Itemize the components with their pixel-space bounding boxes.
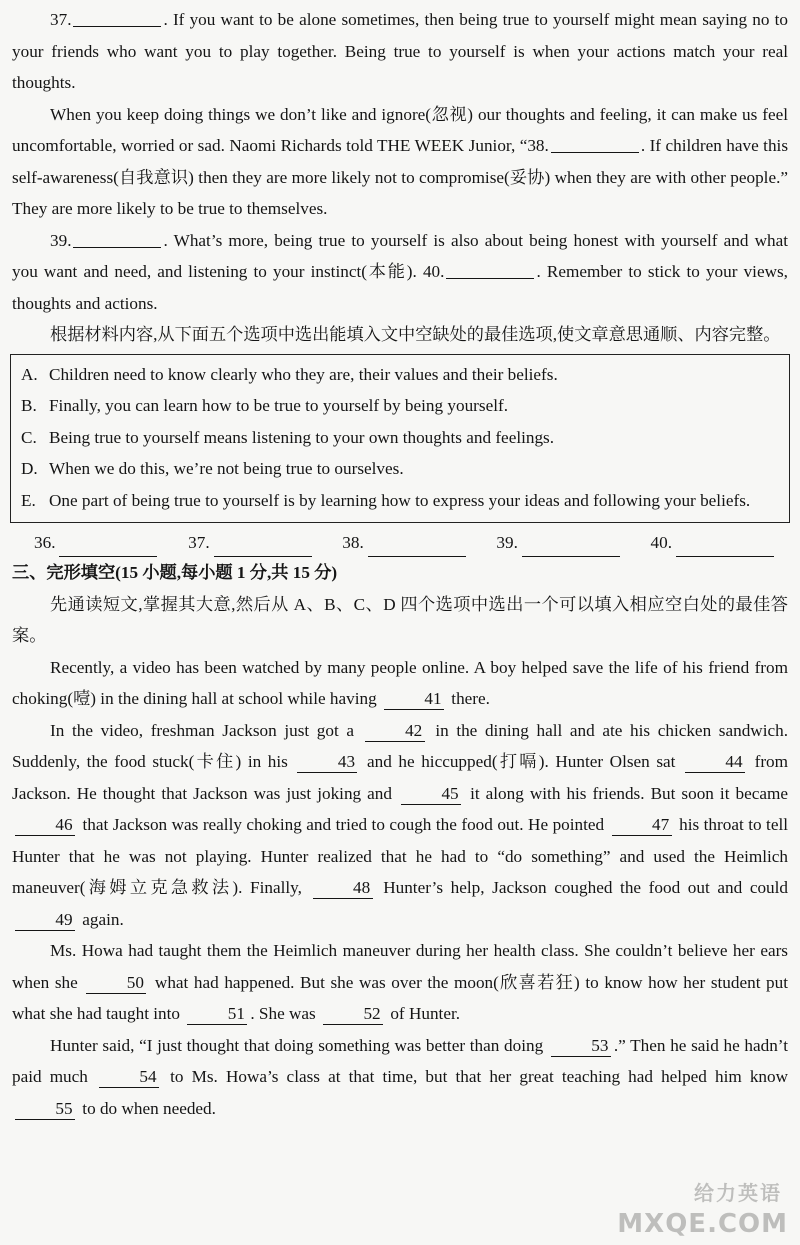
answer-row bbox=[12, 523, 788, 557]
paragraph-text: again. bbox=[82, 909, 124, 929]
section-title: 三、完形填空(15 小题,每小题 1 分,共 15 分) bbox=[12, 563, 338, 582]
answer-slot-40 bbox=[651, 529, 774, 557]
paragraph-text: . Remember to stick to your views, thoughts and actions. bbox=[12, 262, 788, 313]
cloze-blank-48: 48 bbox=[313, 878, 373, 899]
option-letter: E. bbox=[21, 490, 36, 510]
paragraph-text: there. bbox=[451, 689, 490, 708]
site-watermark bbox=[617, 1175, 788, 1239]
paragraph-text: it along with his friends. But soon it became bbox=[470, 783, 788, 803]
paragraph-text: to Ms. Howa’s class at that time, but that her great teaching had helped him know bbox=[170, 1067, 789, 1086]
paragraph-text: . What’s more, being true to yourself is also about being honest with yourself and what you want and need, and listening to your instinct(本能). 40. bbox=[12, 230, 788, 281]
answer-line[interactable] bbox=[676, 538, 774, 557]
paragraph-text: . If children have this self-awareness(自我意识) then they are more likely not to compromise(妥协) when they are with other people.” They are more likely to be true to themselves. bbox=[12, 136, 789, 218]
paragraph-text: In the video, freshman Jackson just got a bbox=[50, 720, 355, 740]
answer-slot-36 bbox=[34, 529, 157, 557]
passage-paragraph-1 bbox=[12, 4, 788, 99]
paragraph-text: that Jackson was really choking and tried to cough the food out. He pointed bbox=[82, 815, 605, 834]
option-c bbox=[21, 422, 779, 454]
option-text: Being true to yourself means listening to your own thoughts and feelings. bbox=[49, 427, 555, 447]
cloze-blank-51: 51 bbox=[187, 1004, 247, 1025]
cloze-blank-54: 54 bbox=[99, 1067, 159, 1088]
option-letter: B. bbox=[21, 396, 37, 415]
paragraph-text: his throat to tell Hunter that he was not playing. Hunter realized that he had to “do something” and used the Heimlich maneuver(海姆立克急救法). Finally, bbox=[12, 815, 789, 897]
option-letter: D. bbox=[21, 459, 38, 478]
answer-line[interactable] bbox=[368, 538, 466, 557]
answer-slot-label: 36. bbox=[34, 533, 56, 552]
cloze-blank-47: 47 bbox=[612, 815, 672, 836]
cloze-blank-55: 55 bbox=[15, 1099, 75, 1120]
cloze-blank-46: 46 bbox=[15, 815, 75, 836]
option-text: Children need to know clearly who they are, their values and their beliefs. bbox=[49, 364, 558, 384]
exam-page bbox=[12, 4, 788, 1124]
cloze-blank-49: 49 bbox=[15, 910, 75, 931]
option-letter: A. bbox=[21, 364, 38, 384]
question-number-39: 39. bbox=[50, 230, 72, 250]
paragraph-text: Hunter said, “I just thought that doing something was better than doing bbox=[50, 1035, 544, 1055]
paragraph-text: what had happened. But she was over the moon(欣喜若狂) to know how her student put what she had taught into bbox=[12, 972, 789, 1023]
section-instructions: 先通读短文,掌握其大意,然后从 A、B、C、D 四个选项中选出一个可以填入相应空白处的最佳答案。 bbox=[12, 594, 788, 645]
cloze-paragraph-2 bbox=[12, 715, 788, 936]
answer-slot-label: 40. bbox=[650, 533, 672, 552]
paragraph-text: and he hiccupped(打嗝). Hunter Olsen sat bbox=[367, 752, 676, 771]
paragraph-text: .” Then he said he hadn’t paid much bbox=[12, 1035, 788, 1086]
cloze-paragraph-4 bbox=[12, 1030, 788, 1125]
passage-paragraph-3 bbox=[12, 225, 788, 320]
option-e bbox=[21, 485, 779, 517]
answer-line[interactable] bbox=[522, 538, 620, 557]
paragraph-text: Ms. Howa had taught them the Heimlich maneuver during her health class. She couldn’t believe her ears when she bbox=[12, 941, 788, 992]
cloze-blank-50: 50 bbox=[86, 973, 146, 994]
passage-paragraph-2 bbox=[12, 99, 788, 225]
watermark-top-text: 给力英语 bbox=[694, 1181, 782, 1205]
paragraph-text: Recently, a video has been watched by many people online. A boy helped save the life of his friend from choking(噎) in the dining hall at school while having bbox=[12, 657, 788, 708]
watermark-domain-text: MXQE.COM bbox=[617, 1209, 788, 1239]
paragraph-text: When you keep doing things we don’t like and ignore(忽视) our thoughts and feeling, it can make us feel uncomfortable, worried or sad. Naomi Richards told THE WEEK Junior, “38. bbox=[12, 104, 788, 155]
cloze-blank-45: 45 bbox=[401, 784, 461, 805]
cloze-blank-43: 43 bbox=[297, 752, 357, 773]
options-box bbox=[10, 354, 790, 524]
option-text: Finally, you can learn how to be true to yourself by being yourself. bbox=[49, 396, 509, 415]
cloze-paragraph-1 bbox=[12, 652, 788, 715]
answer-blank-39 bbox=[73, 231, 161, 248]
paragraph-text: of Hunter. bbox=[390, 1004, 461, 1023]
paragraph-text: in the dining hall and ate his chicken sandwich. Suddenly, the food stuck(卡住) in his bbox=[12, 720, 789, 771]
paragraph-text: . If you want to be alone sometimes, then being true to yourself might mean saying no to your friends who want you to play together. Being true to yourself is when your actions match your real thoughts. bbox=[12, 10, 788, 92]
answer-line[interactable] bbox=[214, 538, 312, 557]
cloze-blank-44: 44 bbox=[685, 752, 745, 773]
answer-blank-40 bbox=[446, 262, 534, 279]
paragraph-text: from Jackson. He thought that Jackson was just joking and bbox=[12, 752, 789, 803]
question-number-37: 37. bbox=[50, 10, 72, 29]
answer-slot-37 bbox=[188, 529, 311, 557]
answer-slot-39 bbox=[496, 529, 619, 557]
answer-slot-label: 39. bbox=[496, 533, 518, 552]
cloze-blank-42: 42 bbox=[365, 721, 425, 742]
paragraph-text: to do when needed. bbox=[82, 1098, 216, 1118]
cloze-paragraph-3 bbox=[12, 935, 788, 1030]
task-instructions: 根据材料内容,从下面五个选项中选出能填入文中空缺处的最佳选项,使文章意思通顺、内容完整。 bbox=[50, 325, 781, 344]
option-a bbox=[21, 359, 779, 391]
option-letter: C. bbox=[21, 427, 37, 447]
answer-blank-38 bbox=[551, 136, 639, 153]
option-b bbox=[21, 390, 779, 422]
option-d bbox=[21, 453, 779, 485]
cloze-blank-41: 41 bbox=[384, 689, 444, 710]
answer-blank-37 bbox=[73, 10, 161, 27]
option-text: One part of being true to yourself is by learning how to express your ideas and following your beliefs. bbox=[49, 490, 751, 510]
option-text: When we do this, we’re not being true to ourselves. bbox=[49, 459, 404, 478]
answer-slot-38 bbox=[342, 529, 465, 557]
answer-slot-label: 37. bbox=[188, 533, 210, 552]
cloze-blank-52: 52 bbox=[323, 1004, 383, 1025]
answer-slot-label: 38. bbox=[342, 533, 364, 552]
answer-line[interactable] bbox=[59, 538, 157, 557]
paragraph-text: . She was bbox=[250, 1004, 316, 1023]
paragraph-text: Hunter’s help, Jackson coughed the food out and could bbox=[383, 878, 788, 897]
cloze-blank-53: 53 bbox=[551, 1036, 611, 1057]
